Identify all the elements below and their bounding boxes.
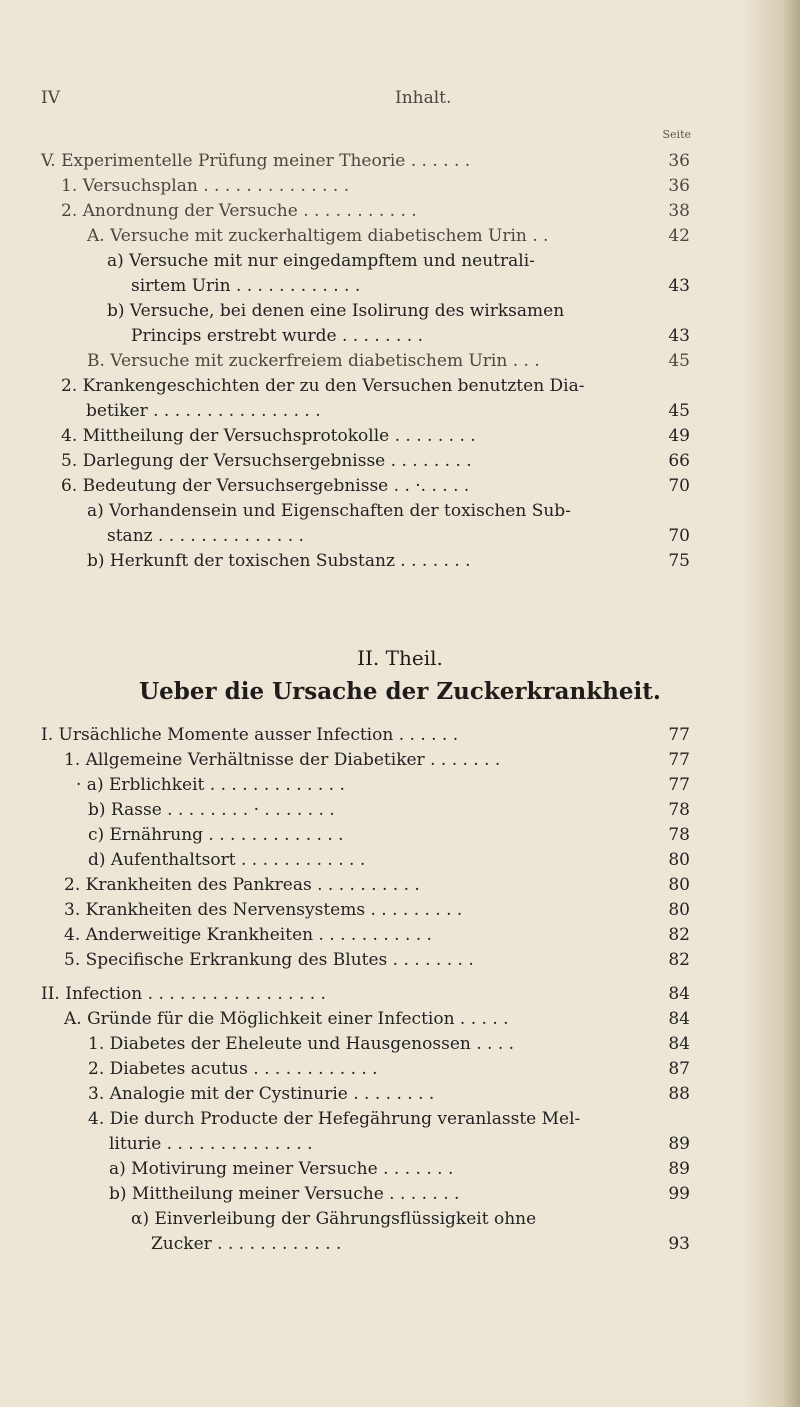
toc-entry-page: 38 <box>668 201 690 221</box>
toc-entry-text: Princips erstrebt wurde . . . . . . . . <box>131 326 423 346</box>
running-title: Inhalt. <box>395 88 452 108</box>
toc-entry <box>0 1208 800 1230</box>
toc-entry-page: 77 <box>668 725 690 745</box>
toc-entry <box>0 849 800 871</box>
toc-entry <box>0 1058 800 1080</box>
toc-entry-page: 89 <box>668 1159 690 1179</box>
toc-entry-text: b) Mittheilung meiner Versuche . . . . . . . <box>109 1184 460 1204</box>
part-heading: II. Theil. <box>357 646 443 670</box>
toc-entry-text: 1. Versuchsplan . . . . . . . . . . . . . . <box>61 176 350 196</box>
toc-entry-page: 45 <box>668 401 690 421</box>
toc-entry-text: 2. Diabetes acutus . . . . . . . . . . . . <box>88 1059 378 1079</box>
toc-entry-text: d) Aufenthaltsort . . . . . . . . . . . . <box>88 850 366 870</box>
toc-entry-text: I. Ursächliche Momente ausser Infection . . . . . . <box>41 725 459 745</box>
toc-entry-text: 3. Krankheiten des Nervensystems . . . . . . . . . <box>64 900 463 920</box>
toc-entry-page: 78 <box>668 800 690 820</box>
toc-entry-page: 45 <box>668 351 690 371</box>
toc-entry <box>0 924 800 946</box>
toc-entry <box>0 250 800 272</box>
toc-entry <box>0 1233 800 1255</box>
toc-entry-page: 77 <box>668 750 690 770</box>
toc-entry <box>0 550 800 572</box>
toc-entry-page: 84 <box>668 1034 690 1054</box>
toc-entry-page: 84 <box>668 1009 690 1029</box>
toc-entry <box>0 475 800 497</box>
toc-entry-text: II. Infection . . . . . . . . . . . . . . . . . <box>41 984 326 1004</box>
toc-entry-page: 87 <box>668 1059 690 1079</box>
toc-entry-page: 82 <box>668 950 690 970</box>
toc-entry <box>0 300 800 322</box>
toc-entry-page: 77 <box>668 775 690 795</box>
toc-entry-page: 80 <box>668 875 690 895</box>
toc-entry-text: b) Versuche, bei denen eine Isolirung des wirksamen <box>107 301 565 321</box>
toc-entry-page: 49 <box>668 426 690 446</box>
toc-entry <box>0 1183 800 1205</box>
toc-entry <box>0 774 800 796</box>
toc-entry-page: 82 <box>668 925 690 945</box>
toc-entry-text: · a) Erblichkeit . . . . . . . . . . . . . <box>76 775 345 795</box>
part-subheading: Ueber die Ursache der Zuckerkrankheit. <box>139 678 661 705</box>
toc-entry <box>0 175 800 197</box>
toc-entry-text: 2. Anordnung der Versuche . . . . . . . . . . . <box>61 201 417 221</box>
toc-entry-text: 4. Anderweitige Krankheiten . . . . . . . . . . . <box>64 925 432 945</box>
toc-entry <box>0 1008 800 1030</box>
toc-entry-text: sirtem Urin . . . . . . . . . . . . <box>131 276 361 296</box>
toc-entry-page: 80 <box>668 850 690 870</box>
toc-entry-text: A. Versuche mit zuckerhaltigem diabetischem Urin . . <box>87 226 549 246</box>
toc-entry-text: V. Experimentelle Prüfung meiner Theorie . . . . . . <box>41 151 471 171</box>
toc-entry <box>0 1133 800 1155</box>
toc-entry <box>0 749 800 771</box>
toc-entry <box>0 724 800 746</box>
toc-entry <box>0 1158 800 1180</box>
toc-entry-page: 36 <box>668 176 690 196</box>
toc-entry <box>0 150 800 172</box>
running-header <box>0 88 800 114</box>
toc-entry-text: b) Rasse . . . . . . . . · . . . . . . . <box>88 800 335 820</box>
toc-entry <box>0 983 800 1005</box>
toc-entry-text: a) Motivirung meiner Versuche . . . . . . . <box>109 1159 454 1179</box>
toc-entry-text: 5. Darlegung der Versuchsergebnisse . . . . . . . . <box>61 451 472 471</box>
toc-entry <box>0 799 800 821</box>
toc-entry-page: 80 <box>668 900 690 920</box>
toc-entry-page: 88 <box>668 1084 690 1104</box>
toc-entry-text: 3. Analogie mit der Cystinurie . . . . . . . . <box>88 1084 435 1104</box>
toc-entry-text: liturie . . . . . . . . . . . . . . <box>109 1134 313 1154</box>
toc-entry-text: stanz . . . . . . . . . . . . . . <box>107 526 304 546</box>
toc-entry <box>0 899 800 921</box>
toc-entry-text: c) Ernährung . . . . . . . . . . . . . <box>88 825 344 845</box>
toc-entry-page: 84 <box>668 984 690 1004</box>
toc-entry-text: 4. Mittheilung der Versuchsprotokolle . . . . . . . . <box>61 426 476 446</box>
toc-entry-text: 1. Allgemeine Verhältnisse der Diabetiker . . . . . . . <box>64 750 501 770</box>
toc-entry <box>0 1083 800 1105</box>
toc-entry-page: 70 <box>668 476 690 496</box>
toc-entry <box>0 500 800 522</box>
toc-entry <box>0 225 800 247</box>
toc-entry-text: A. Gründe für die Möglichkeit einer Infection . . . . . <box>64 1009 509 1029</box>
page-column-label: Seite <box>662 128 691 141</box>
toc-entry-text: a) Vorhandensein und Eigenschaften der toxischen Sub- <box>87 501 571 521</box>
toc-entry-text: 1. Diabetes der Eheleute und Hausgenossen . . . . <box>88 1034 515 1054</box>
toc-entry-page: 99 <box>668 1184 690 1204</box>
toc-entry <box>0 350 800 372</box>
toc-entry-text: 4. Die durch Producte der Hefegährung veranlasste Mel- <box>88 1109 581 1129</box>
toc-entry-text: 2. Krankheiten des Pankreas . . . . . . . . . . <box>64 875 420 895</box>
toc-entry-page: 78 <box>668 825 690 845</box>
toc-entry <box>0 525 800 547</box>
toc-entry-page: 43 <box>668 326 690 346</box>
toc-entry-text: 6. Bedeutung der Versuchsergebnisse . . ·. . . . . <box>61 476 470 496</box>
toc-entry-text: B. Versuche mit zuckerfreiem diabetischem Urin . . . <box>87 351 540 371</box>
toc-entry-page: 70 <box>668 526 690 546</box>
toc-entry <box>0 1033 800 1055</box>
toc-entry <box>0 824 800 846</box>
toc-entry <box>0 425 800 447</box>
toc-entry-text: Zucker . . . . . . . . . . . . <box>151 1234 342 1254</box>
toc-entry-page: 93 <box>668 1234 690 1254</box>
toc-entry-page: 42 <box>668 226 690 246</box>
toc-entry <box>0 450 800 472</box>
toc-entry-text: b) Herkunft der toxischen Substanz . . . . . . . <box>87 551 471 571</box>
toc-entry <box>0 400 800 422</box>
toc-entry-page: 66 <box>668 451 690 471</box>
toc-entry-page: 43 <box>668 276 690 296</box>
toc-entry <box>0 949 800 971</box>
toc-entry <box>0 275 800 297</box>
toc-entry-page: 75 <box>668 551 690 571</box>
toc-entry-text: 5. Specifische Erkrankung des Blutes . . . . . . . . <box>64 950 474 970</box>
toc-entry-text: betiker . . . . . . . . . . . . . . . . <box>86 401 321 421</box>
toc-entry <box>0 375 800 397</box>
toc-entry-text: 2. Krankengeschichten der zu den Versuchen benutzten Dia- <box>61 376 585 396</box>
toc-entry <box>0 200 800 222</box>
toc-entry <box>0 325 800 347</box>
toc-entry-text: a) Versuche mit nur eingedampftem und neutrali- <box>107 251 535 271</box>
page-number: IV <box>41 88 60 108</box>
toc-entry-page: 89 <box>668 1134 690 1154</box>
toc-entry-page: 36 <box>668 151 690 171</box>
toc-entry-text: α) Einverleibung der Gährungsflüssigkeit ohne <box>131 1209 537 1229</box>
toc-entry <box>0 874 800 896</box>
toc-entry <box>0 1108 800 1130</box>
